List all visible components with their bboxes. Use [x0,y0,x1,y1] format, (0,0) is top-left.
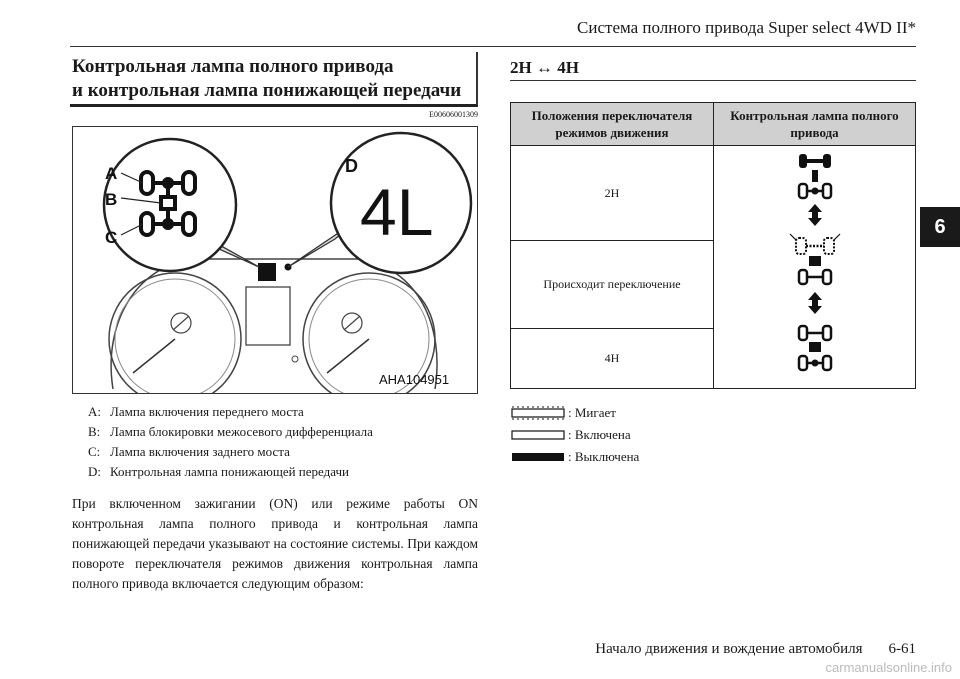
figure-id: AHA104951 [379,372,450,387]
lamp-sequence [714,146,916,389]
mode-4h: 4H [511,329,714,389]
callout-d: D [345,156,358,176]
key-on: : Включена [510,424,639,446]
on-swatch-icon [510,428,568,442]
body-paragraph: При включенном зажигании (ON) или режиме работы ON контрольная лампа полного привода и контрольная лампа понижающей передачи указывают на состояние системы. При каждом повороте переключателя режимов движения контрольная лампа полного привода включается следующим образом: [72,496,478,591]
legend-item: B: Лампа блокировки межосевого дифференциала [88,424,373,439]
section-code: E00606001309 [429,110,478,119]
double-arrow-icon [808,204,822,226]
mode-2h: 2H [511,146,714,241]
callout-b: B [105,190,118,209]
mode-table [510,102,916,389]
lamp-switching-icon [790,234,840,284]
key-off: : Выключена [510,446,639,468]
cluster-illustration [73,127,477,393]
key-blinking: : Мигает [510,402,639,424]
4l-symbol: 4L [360,175,434,249]
footer-chapter: Начало движения и вождение автомобиля [595,641,863,657]
section-heading [72,55,476,103]
running-footer [595,641,916,658]
lamp-4h-icon [799,326,831,370]
off-swatch-icon [510,450,568,464]
col-header-positions: Положения переключателя режимов движения [511,103,714,146]
lamp-sequence-illustration [714,146,915,384]
4wd-lamp-location [258,263,276,281]
callout-c: C [105,228,118,247]
center-display [246,287,290,345]
left-gauge [109,273,241,393]
lamp-key [510,402,639,468]
diagram-legend [88,402,373,482]
chapter-tab: 6 [920,207,960,247]
legend-item: A: Лампа включения переднего моста [88,404,304,419]
running-header: Система полного привода Super select 4WD II* [577,18,916,37]
mode-switching: Происходит переключение [511,241,714,329]
legend-item: C: Лампа включения заднего моста [88,444,290,459]
watermark: carmanualsonline.info [825,660,952,675]
blinking-swatch-icon [510,406,568,420]
cluster-diagram [72,126,478,394]
header-divider [70,46,916,47]
callout-a: A [105,164,118,183]
double-arrow-icon [808,292,822,314]
col-header-lamp: Контрольная лампа полного привода [714,103,916,146]
section-heading-line1: Контрольная лампа полного привода [72,56,394,77]
mode-heading-rule [510,80,916,81]
legend-item: D: Контрольная лампа понижающей передачи [88,464,349,479]
mode-heading: 2H ↔ 4H [510,58,579,77]
lamp-2h-icon [799,154,831,198]
page-number: 6-61 [888,641,916,657]
section-heading-line2: и контрольная лампа понижающей передачи [72,80,462,101]
